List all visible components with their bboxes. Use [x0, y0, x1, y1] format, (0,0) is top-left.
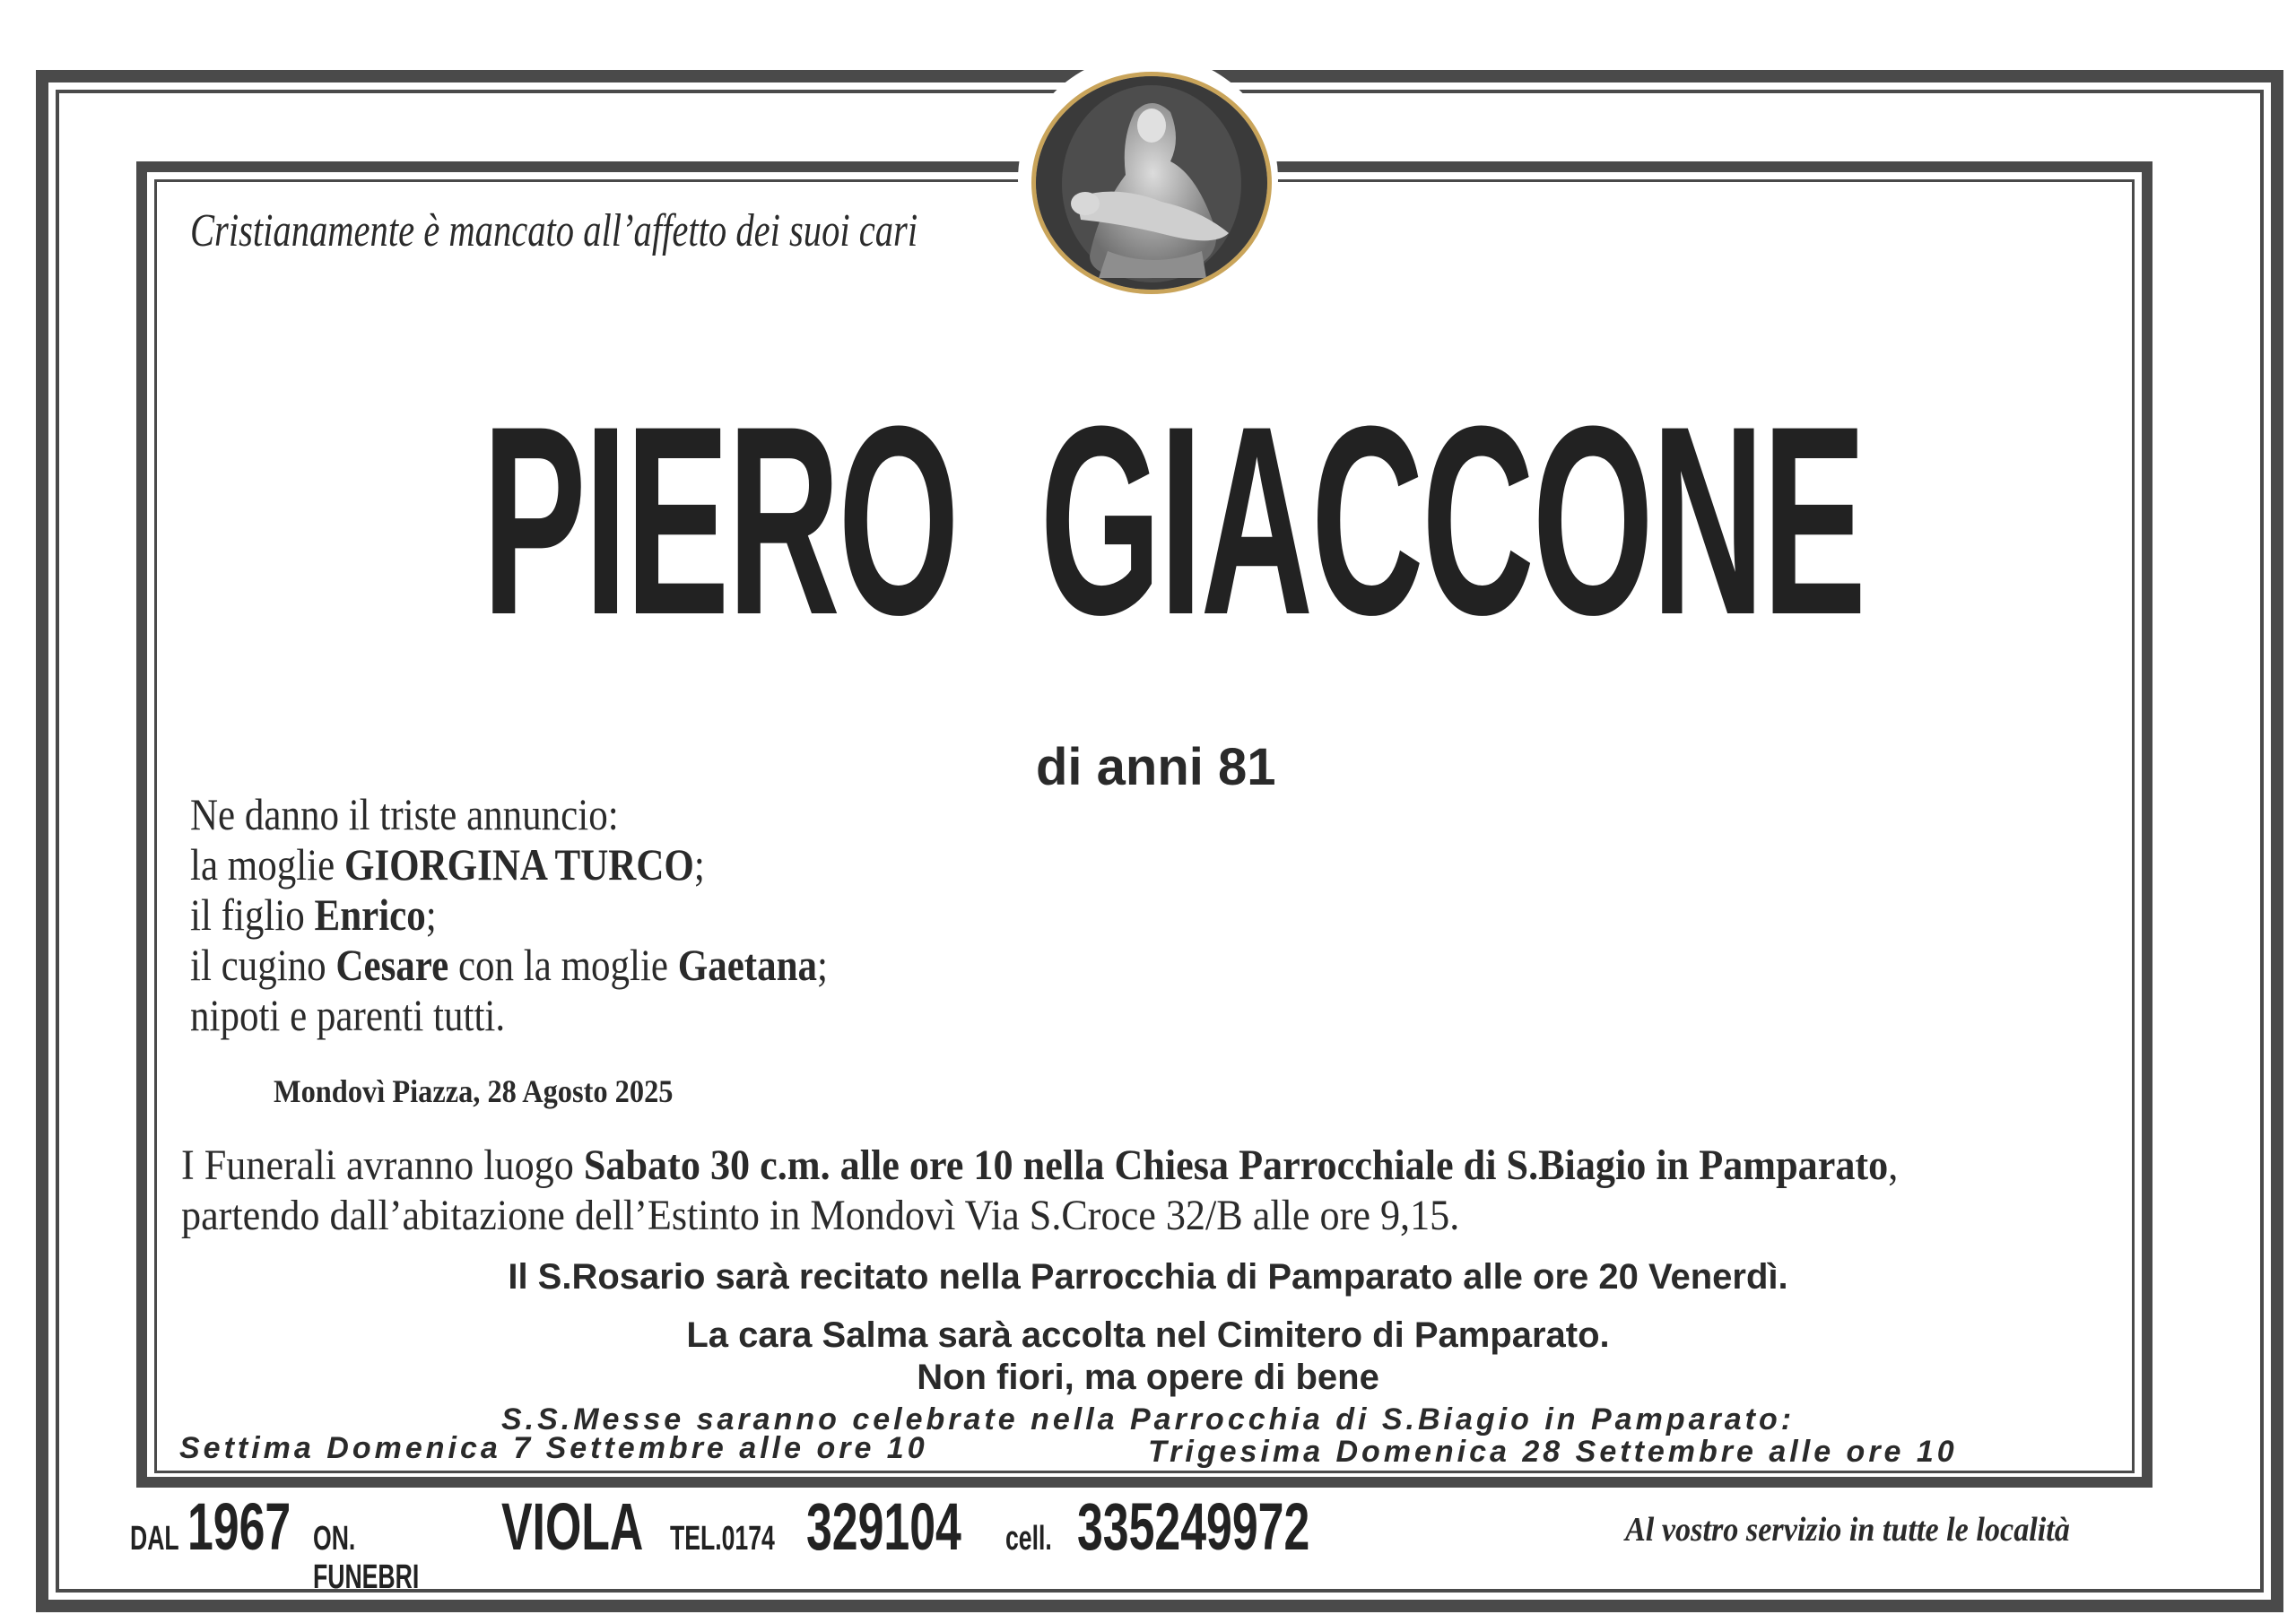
- text: I Funerali avranno luogo: [181, 1141, 584, 1189]
- text: ,: [1888, 1141, 1899, 1189]
- fiori-text: Non fiori, ma opere di bene: [917, 1358, 1379, 1397]
- messe-heading: S.S.Messe saranno celebrate nella Parrocchia di S.Biagio in Pamparato:: [500, 1402, 1796, 1436]
- funeral-line-1: [181, 1141, 1898, 1190]
- announcement-line-wife: [190, 839, 705, 890]
- text: ;: [425, 890, 437, 940]
- place-date: Mondovì Piazza, 28 Agosto 2025: [274, 1073, 674, 1109]
- age-text: di anni 81: [1036, 738, 1276, 796]
- son-name: Enrico: [314, 890, 426, 940]
- last-name: GIACCONE: [1039, 369, 1865, 671]
- cousin-wife-name: Gaetana: [677, 940, 818, 990]
- footer-dal: DAL: [130, 1520, 179, 1558]
- text: ;: [817, 940, 828, 990]
- announcement-line-cousin: [190, 940, 828, 990]
- text: il figlio: [190, 890, 315, 940]
- first-name: PIERO: [482, 369, 958, 671]
- footer-tel-label: TEL.0174: [670, 1520, 775, 1558]
- text: la moglie: [190, 839, 344, 890]
- rosario-text: Il S.Rosario sarà recitato nella Parrocchia di Pamparato alle ore 20 Venerdì.: [508, 1257, 1788, 1297]
- deceased-name: [482, 369, 1865, 671]
- announcement-lead: Ne danno il triste annuncio:: [190, 789, 619, 839]
- text: con la moglie: [448, 940, 678, 990]
- trigesima-text: Trigesima Domenica 28 Settembre alle ore 10: [1148, 1435, 1958, 1469]
- pieta-image: [1031, 72, 1272, 294]
- footer-cell-label: cell.: [1005, 1520, 1052, 1558]
- footer-slogan: Al vostro servizio in tutte le località: [1625, 1511, 2070, 1549]
- cousin-name: Cesare: [335, 940, 449, 990]
- settima-text: Settima Domenica 7 Settembre alle ore 10: [179, 1431, 928, 1465]
- salma-text: La cara Salma sarà accolta nel Cimitero di Pamparato.: [686, 1315, 1610, 1355]
- footer-cell-number: 335249972: [1077, 1489, 1310, 1564]
- footer-company: VIOLA: [501, 1489, 644, 1564]
- wife-name: GIORGINA TURCO: [344, 839, 694, 890]
- footer-year: 1967: [187, 1489, 291, 1564]
- announcement-line-relatives: nipoti e parenti tutti.: [190, 990, 506, 1040]
- text: ;: [693, 839, 705, 890]
- footer-on-funebri: ON. FUNEBRI: [313, 1520, 420, 1596]
- footer-bar: [130, 1488, 1373, 1596]
- announcement-line-son: [190, 890, 437, 940]
- footer-tel-number: 329104: [806, 1489, 961, 1564]
- funeral-line-2: partendo dall’abitazione dell’Estinto in Mondovì Via S.Croce 32/B alle ore 9,15.: [181, 1192, 1460, 1239]
- intro-text: Cristianamente è mancato all’affetto dei suoi cari: [190, 205, 918, 256]
- funeral-details: Sabato 30 c.m. alle ore 10 nella Chiesa Parrocchiale di S.Biagio in Pamparato: [583, 1141, 1889, 1189]
- text: il cugino: [190, 940, 336, 990]
- pieta-illustration: [1036, 76, 1267, 290]
